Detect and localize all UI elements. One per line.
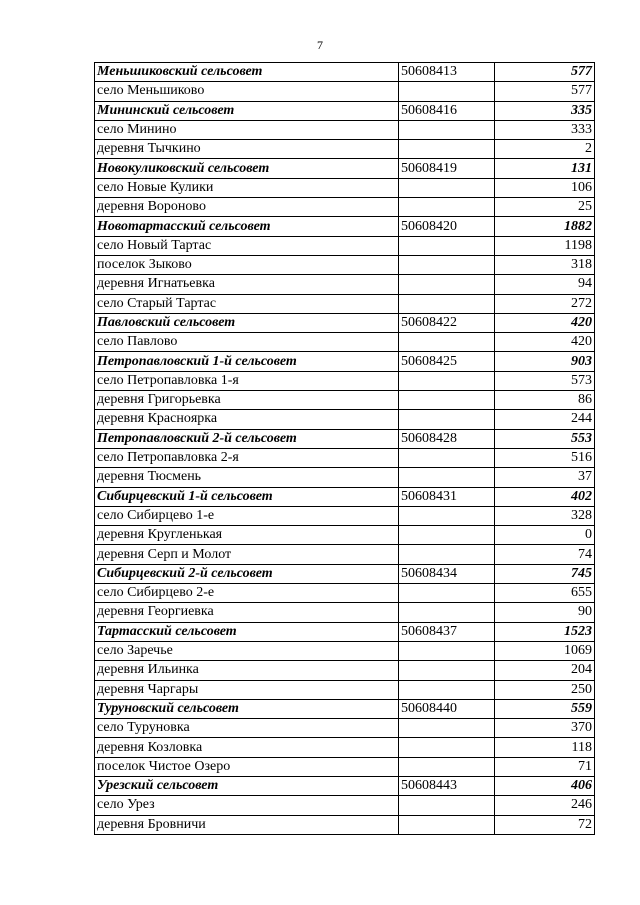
- council-name: Новокуликовский сельсовет: [95, 159, 399, 178]
- settlement-name: деревня Чаргары: [95, 680, 399, 699]
- oktmo-code: [399, 410, 495, 429]
- population-value: 272: [495, 294, 595, 313]
- oktmo-code: [399, 680, 495, 699]
- settlement-name: село Меньшиково: [95, 82, 399, 101]
- settlement-name: село Старый Тартас: [95, 294, 399, 313]
- population-value: 71: [495, 757, 595, 776]
- settlement-name: деревня Краснoярка: [95, 410, 399, 429]
- settlement-row: [95, 815, 595, 834]
- population-value: 577: [495, 82, 595, 101]
- population-value: 420: [495, 313, 595, 332]
- population-value: 745: [495, 564, 595, 583]
- oktmo-code: [399, 391, 495, 410]
- population-value: 131: [495, 159, 595, 178]
- population-value: 72: [495, 815, 595, 834]
- settlement-row: [95, 526, 595, 545]
- population-value: 250: [495, 680, 595, 699]
- oktmo-code: [399, 371, 495, 390]
- settlement-row: [95, 391, 595, 410]
- council-row: [95, 63, 595, 82]
- oktmo-code: [399, 526, 495, 545]
- settlement-name: село Сибирцево 1-е: [95, 506, 399, 525]
- settlement-name: село Петропавловка 2-я: [95, 448, 399, 467]
- oktmo-code: [399, 603, 495, 622]
- oktmo-code: 50608422: [399, 313, 495, 332]
- oktmo-code: [399, 584, 495, 603]
- population-value: 335: [495, 101, 595, 120]
- settlement-row: [95, 198, 595, 217]
- council-name: Мининский сельсовет: [95, 101, 399, 120]
- council-row: [95, 101, 595, 120]
- oktmo-code: 50608434: [399, 564, 495, 583]
- settlement-row: [95, 371, 595, 390]
- settlement-row: [95, 584, 595, 603]
- settlement-name: деревня Бровничи: [95, 815, 399, 834]
- settlement-name: село Павлово: [95, 333, 399, 352]
- council-name: Павловский сельсовет: [95, 313, 399, 332]
- settlement-name: поселок Чистое Озеро: [95, 757, 399, 776]
- council-row: [95, 159, 595, 178]
- settlement-row: [95, 641, 595, 660]
- council-row: [95, 429, 595, 448]
- oktmo-code: [399, 82, 495, 101]
- council-row: [95, 487, 595, 506]
- settlement-name: село Минино: [95, 120, 399, 139]
- population-value: 553: [495, 429, 595, 448]
- settlement-name: поселок Зыково: [95, 255, 399, 274]
- settlement-row: [95, 680, 595, 699]
- table-body: [95, 63, 595, 835]
- oktmo-code: 50608419: [399, 159, 495, 178]
- population-value: 74: [495, 545, 595, 564]
- population-value: 204: [495, 661, 595, 680]
- council-row: [95, 217, 595, 236]
- page-number: 7: [317, 38, 323, 52]
- population-value: 402: [495, 487, 595, 506]
- population-value: 559: [495, 699, 595, 718]
- settlement-row: [95, 140, 595, 159]
- settlement-name: деревня Серп и Молот: [95, 545, 399, 564]
- settlement-row: [95, 719, 595, 738]
- settlement-name: деревня Вороново: [95, 198, 399, 217]
- settlement-name: деревня Григорьевка: [95, 391, 399, 410]
- council-name: Тартасский сельсовет: [95, 622, 399, 641]
- oktmo-code: [399, 333, 495, 352]
- council-row: [95, 776, 595, 795]
- settlements-table: [94, 62, 595, 835]
- council-row: [95, 313, 595, 332]
- settlement-row: [95, 178, 595, 197]
- population-value: 0: [495, 526, 595, 545]
- settlement-row: [95, 661, 595, 680]
- council-name: Меньшиковский сельсовет: [95, 63, 399, 82]
- population-value: 318: [495, 255, 595, 274]
- oktmo-code: 50608425: [399, 352, 495, 371]
- oktmo-code: [399, 545, 495, 564]
- population-value: 903: [495, 352, 595, 371]
- population-value: 94: [495, 275, 595, 294]
- settlement-name: деревня Кругленькая: [95, 526, 399, 545]
- oktmo-code: 50608416: [399, 101, 495, 120]
- oktmo-code: [399, 140, 495, 159]
- population-value: 86: [495, 391, 595, 410]
- settlement-row: [95, 603, 595, 622]
- settlement-name: деревня Ильинка: [95, 661, 399, 680]
- oktmo-code: [399, 236, 495, 255]
- settlement-row: [95, 294, 595, 313]
- settlement-row: [95, 333, 595, 352]
- council-name: Туруновский сельсовет: [95, 699, 399, 718]
- settlement-name: деревня Георгиевка: [95, 603, 399, 622]
- oktmo-code: [399, 120, 495, 139]
- settlement-row: [95, 506, 595, 525]
- settlement-name: деревня Тычкино: [95, 140, 399, 159]
- oktmo-code: 50608413: [399, 63, 495, 82]
- settlement-row: [95, 82, 595, 101]
- council-name: Новотартасский сельсовет: [95, 217, 399, 236]
- settlement-row: [95, 236, 595, 255]
- oktmo-code: 50608431: [399, 487, 495, 506]
- population-value: 516: [495, 448, 595, 467]
- oktmo-code: [399, 661, 495, 680]
- population-value: 118: [495, 738, 595, 757]
- oktmo-code: [399, 178, 495, 197]
- settlement-row: [95, 448, 595, 467]
- population-value: 37: [495, 468, 595, 487]
- settlement-row: [95, 410, 595, 429]
- population-value: 1523: [495, 622, 595, 641]
- population-value: 246: [495, 796, 595, 815]
- oktmo-code: 50608420: [399, 217, 495, 236]
- oktmo-code: 50608440: [399, 699, 495, 718]
- settlement-row: [95, 757, 595, 776]
- oktmo-code: 50608437: [399, 622, 495, 641]
- oktmo-code: [399, 198, 495, 217]
- population-value: 1882: [495, 217, 595, 236]
- population-value: 328: [495, 506, 595, 525]
- population-value: 333: [495, 120, 595, 139]
- settlement-name: деревня Игнатьевка: [95, 275, 399, 294]
- population-value: 420: [495, 333, 595, 352]
- population-value: 1069: [495, 641, 595, 660]
- population-value: 573: [495, 371, 595, 390]
- oktmo-code: [399, 468, 495, 487]
- population-value: 90: [495, 603, 595, 622]
- population-value: 106: [495, 178, 595, 197]
- settlement-row: [95, 255, 595, 274]
- oktmo-code: [399, 815, 495, 834]
- council-row: [95, 622, 595, 641]
- settlement-name: село Новый Тартас: [95, 236, 399, 255]
- oktmo-code: [399, 506, 495, 525]
- council-name: Сибирцевский 1-й сельсовет: [95, 487, 399, 506]
- population-value: 655: [495, 584, 595, 603]
- population-value: 1198: [495, 236, 595, 255]
- council-name: Сибирцевский 2-й сельсовет: [95, 564, 399, 583]
- population-value: 406: [495, 776, 595, 795]
- settlement-row: [95, 738, 595, 757]
- council-row: [95, 564, 595, 583]
- settlement-name: село Новые Кулики: [95, 178, 399, 197]
- council-name: Урезский сельсовет: [95, 776, 399, 795]
- settlement-name: село Петропавловка 1-я: [95, 371, 399, 390]
- settlement-row: [95, 545, 595, 564]
- oktmo-code: [399, 757, 495, 776]
- settlement-name: деревня Тюсмень: [95, 468, 399, 487]
- settlement-name: село Заречье: [95, 641, 399, 660]
- oktmo-code: [399, 294, 495, 313]
- oktmo-code: [399, 448, 495, 467]
- oktmo-code: [399, 641, 495, 660]
- population-value: 370: [495, 719, 595, 738]
- oktmo-code: [399, 796, 495, 815]
- settlement-row: [95, 468, 595, 487]
- population-value: 25: [495, 198, 595, 217]
- settlement-row: [95, 796, 595, 815]
- oktmo-code: 50608428: [399, 429, 495, 448]
- oktmo-code: [399, 738, 495, 757]
- oktmo-code: 50608443: [399, 776, 495, 795]
- council-name: Петропавловский 1-й сельсовет: [95, 352, 399, 371]
- settlement-row: [95, 120, 595, 139]
- oktmo-code: [399, 255, 495, 274]
- settlement-name: село Туруновка: [95, 719, 399, 738]
- council-row: [95, 699, 595, 718]
- settlement-name: село Урез: [95, 796, 399, 815]
- council-row: [95, 352, 595, 371]
- population-value: 244: [495, 410, 595, 429]
- oktmo-code: [399, 275, 495, 294]
- oktmo-code: [399, 719, 495, 738]
- settlement-name: село Сибирцево 2-е: [95, 584, 399, 603]
- settlement-row: [95, 275, 595, 294]
- council-name: Петропавловский 2-й сельсовет: [95, 429, 399, 448]
- population-value: 577: [495, 63, 595, 82]
- settlement-name: деревня Козловка: [95, 738, 399, 757]
- population-value: 2: [495, 140, 595, 159]
